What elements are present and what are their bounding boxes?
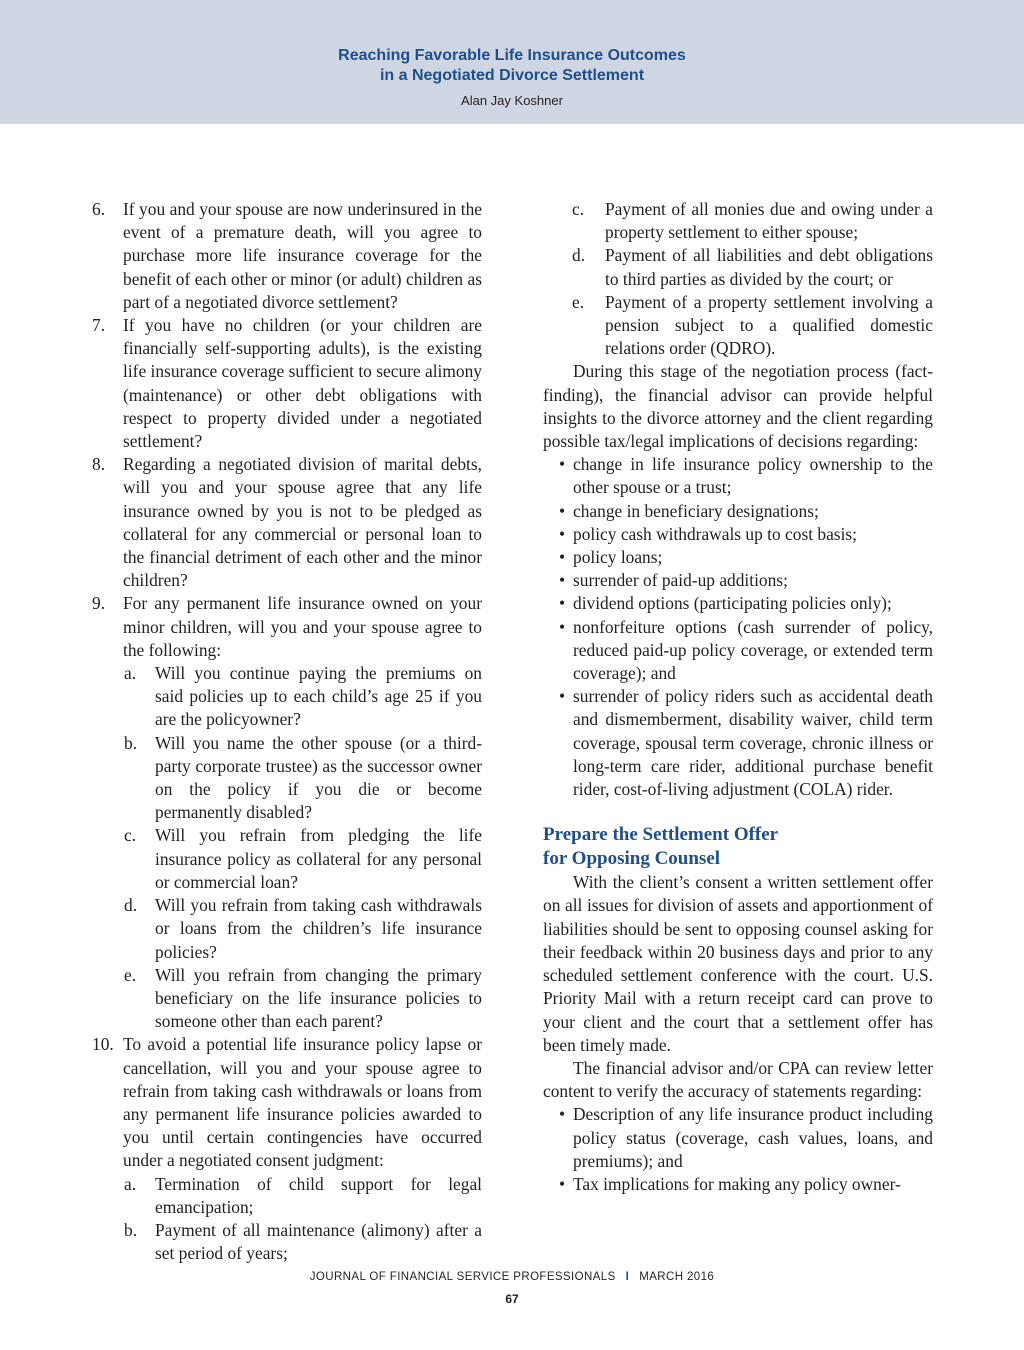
list-item-text: If you and your spouse are now underinsured in the event of a premature death, will you agree to purchase more life insurance coverage for the benefit of each other or minor (or adult) children as part of a negotiated divorce settlement? — [123, 199, 482, 312]
list-marker: 9. — [92, 593, 106, 614]
sub-list-item — [92, 1219, 482, 1265]
sub-list-item — [92, 662, 482, 732]
list-marker: c. — [124, 825, 137, 846]
list-marker: b. — [124, 1219, 138, 1240]
list-item-text: If you have no children (or your children are financially self-supporting adults), is the existing life insurance coverage sufficient to secure alimony (maintenance) or other debt obligations with respect to property divided under a negotiated settlement? — [123, 315, 482, 452]
bullet-icon: • — [559, 500, 566, 521]
bullet-item — [543, 616, 933, 686]
list-marker: 10. — [92, 1034, 114, 1055]
article-title-line-1: Reaching Favorable Life Insurance Outcomes — [338, 47, 686, 64]
list-item-text: Will you refrain from pledging the life insurance policy as collateral for any personal or commercial loan? — [155, 825, 482, 892]
list-marker: d. — [572, 245, 586, 266]
bullet-icon: • — [559, 1173, 566, 1194]
list-marker: 8. — [92, 454, 106, 475]
list-marker: b. — [124, 732, 138, 753]
list-marker: e. — [124, 964, 137, 985]
bullet-text: policy loans; — [573, 547, 663, 568]
list-item-text: Regarding a negotiated division of marital debts, will you and your spouse agree that any life insurance owned by you is not to be pledged as collateral for any commercial or personal loan to the financial detriment of each other and the minor children? — [123, 454, 482, 591]
bullet-item — [543, 592, 933, 615]
right-column — [543, 198, 933, 1196]
article-title — [0, 46, 1024, 86]
list-item — [92, 592, 482, 662]
bullet-item — [543, 1103, 933, 1173]
bullet-item — [543, 500, 933, 523]
list-item — [92, 198, 482, 314]
list-item-text: Will you refrain from changing the primary beneficiary on the life insurance policies to someone other than each parent? — [155, 964, 482, 1032]
sub-list-item — [92, 732, 482, 825]
sub-list-item — [92, 894, 482, 964]
left-column — [92, 198, 482, 1265]
list-item-text: Will you continue paying the premiums on said policies up to each child’s age 25 if you are the policyowner? — [155, 663, 482, 730]
list-marker: 7. — [92, 315, 106, 336]
sub-list-item — [543, 291, 933, 361]
list-marker: a. — [124, 1173, 137, 1194]
footer-separator: I — [625, 1271, 630, 1283]
list-item-text: Payment of all monies due and owing under a property settlement to either spouse; — [605, 199, 933, 243]
bullet-text: Tax implications for making any policy owner- — [573, 1173, 901, 1194]
bullet-text: surrender of paid-up additions; — [573, 570, 788, 591]
list-item-text: For any permanent life insurance owned on your minor children, will you and your spouse agree to the following: — [123, 593, 482, 660]
sub-list-item — [92, 964, 482, 1034]
sub-list-item — [543, 198, 933, 244]
bullet-text: change in beneficiary designations; — [573, 500, 819, 521]
bullet-item — [543, 685, 933, 801]
bullet-item — [543, 569, 933, 592]
bullet-icon: • — [559, 547, 566, 568]
list-item — [92, 314, 482, 453]
bullet-icon: • — [559, 1104, 566, 1125]
list-marker: c. — [572, 199, 585, 219]
list-item-text: Payment of all liabilities and debt obligations to third parties as divided by the court; or — [605, 245, 933, 289]
bullet-item — [543, 1173, 933, 1196]
section-heading: Prepare the Settlement Offer for Opposing Counsel — [543, 824, 779, 870]
body-paragraph: With the client’s consent a written settlement offer on all issues for division of assets and apportionment of liabilities should be sent to opposing counsel asking for their feedback within 20 business days and prior to any scheduled settlement conference with the court. U.S. Priority Mail with a return receipt card can prove to your client and the court that a settlement offer has been timely made. — [543, 872, 933, 1055]
list-item-text: To avoid a potential life insurance policy lapse or cancellation, will you and your spouse agree to refrain from taking cash withdrawals or loans from any permanent life insurance policies awarded to you until certain contingencies have occurred under a negotiated consent judgment: — [123, 1034, 482, 1171]
sub-list-item — [543, 244, 933, 290]
article-author: Alan Jay Koshner — [461, 93, 563, 108]
sub-list-item — [92, 1173, 482, 1219]
list-item-text: Will you refrain from taking cash withdrawals or loans from the children’s life insurance policies? — [155, 895, 482, 962]
bullet-text: Description of any life insurance product including policy status (coverage, cash values, loans, and premiums); and — [573, 1104, 933, 1171]
bullet-icon: • — [559, 454, 566, 475]
bullet-item — [543, 453, 933, 499]
body-paragraph: The financial advisor and/or CPA can review letter content to verify the accuracy of statements regarding: — [543, 1057, 933, 1102]
page-number: 67 — [505, 1292, 519, 1306]
list-item — [92, 1033, 482, 1172]
list-item-text: Will you name the other spouse (or a third-party corporate trustee) as the successor owner on the policy if you die or become permanently disabled? — [155, 732, 482, 823]
bullet-text: nonforfeiture options (cash surrender of policy, reduced paid-up policy coverage, or extended term coverage); and — [573, 616, 933, 684]
bullet-icon: • — [559, 570, 566, 591]
list-item-text: Payment of a property settlement involving a pension subject to a qualified domestic relations order (QDRO). — [605, 291, 933, 359]
list-marker: d. — [124, 895, 138, 916]
list-item — [92, 453, 482, 592]
list-marker: 6. — [92, 199, 106, 219]
bullet-icon: • — [559, 523, 566, 544]
issue-date: MARCH 2016 — [639, 1271, 715, 1283]
header-band — [0, 0, 1024, 124]
bullet-icon: • — [559, 686, 566, 707]
journal-name: JOURNAL OF FINANCIAL SERVICE PROFESSIONALS — [309, 1271, 616, 1283]
list-marker: a. — [124, 663, 137, 684]
list-marker: e. — [572, 291, 585, 312]
bullet-text: change in life insurance policy ownership to the other spouse or a trust; — [573, 454, 933, 498]
bullet-icon: • — [559, 593, 566, 614]
bullet-text: surrender of policy riders such as accidental death and dismemberment, disability waiver, child term coverage, spousal term coverage, chronic illness or long-term care rider, additional purchase benefit rider, cost-of-living adjustment (COLA) rider. — [573, 686, 933, 800]
bullet-item — [543, 523, 933, 546]
body-paragraph: During this stage of the negotiation process (fact-finding), the financial advisor can provide helpful insights to the divorce attorney and the client regarding possible tax/legal implications of decisions regarding: — [543, 361, 933, 452]
bullet-text: dividend options (participating policies only); — [573, 593, 892, 614]
bullet-text: policy cash withdrawals up to cost basis; — [573, 523, 857, 544]
list-item-text: Payment of all maintenance (alimony) after a set period of years; — [155, 1219, 482, 1264]
bullet-item — [543, 546, 933, 569]
article-title-line-2: in a Negotiated Divorce Settlement — [379, 67, 645, 84]
sub-list-item — [92, 824, 482, 894]
footer-journal — [0, 1271, 1024, 1283]
bullet-icon: • — [559, 616, 566, 637]
list-item-text: Termination of child support for legal emancipation; — [155, 1173, 482, 1217]
